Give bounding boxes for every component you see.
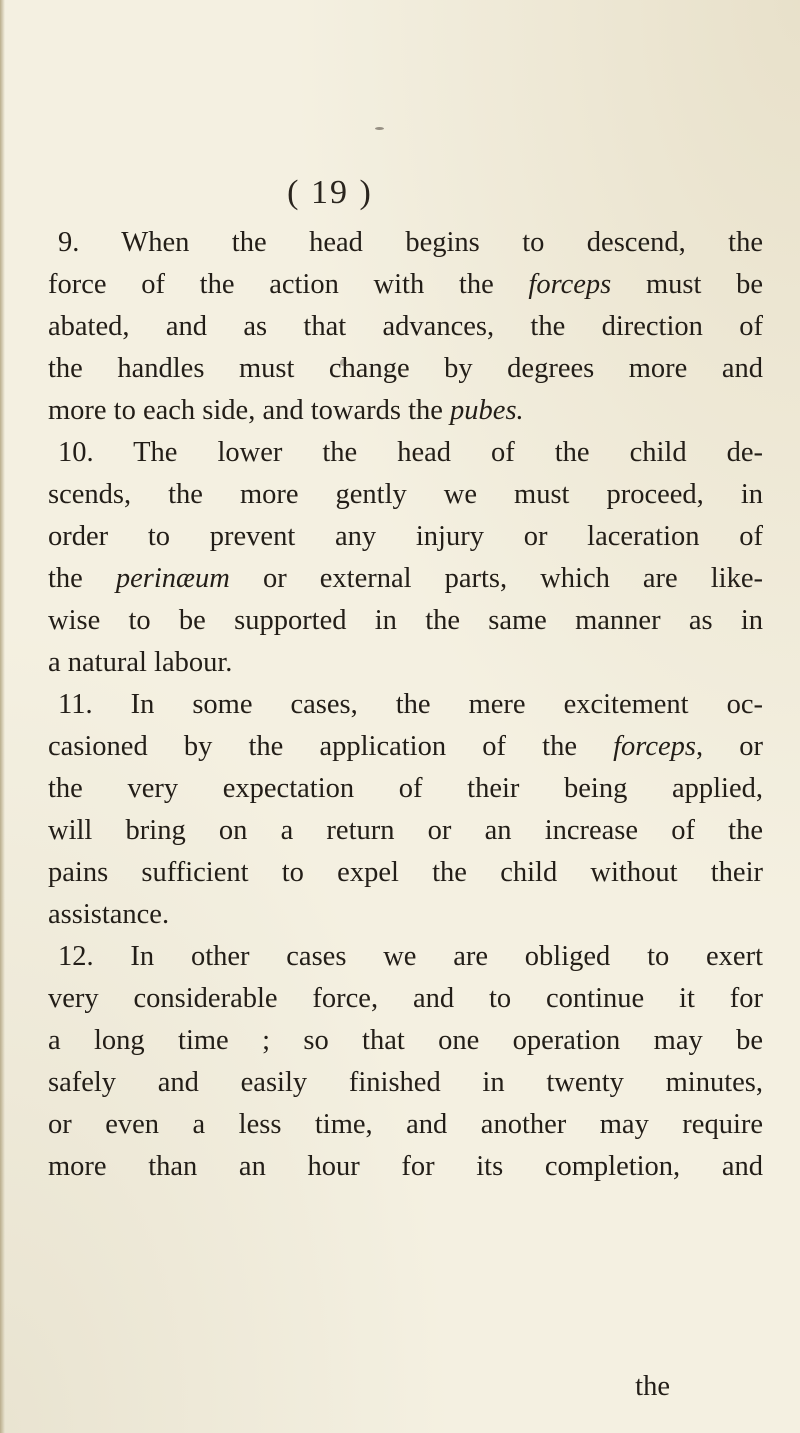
text-line [48, 1020, 763, 1062]
italic-term: forceps [528, 269, 612, 300]
page-edge-shadow [0, 0, 5, 1433]
text-run: 11. In some cases, the mere excitement oc- [58, 689, 763, 720]
text-run: more than an hour for its completion, and [48, 1151, 763, 1182]
italic-term: perinæum [115, 563, 230, 594]
text-run: a long time ; so that one operation may be [48, 1025, 763, 1056]
text-run: must be [611, 269, 763, 300]
ink-spot [375, 127, 384, 130]
text-run: 10. The lower the head of the child de- [58, 437, 763, 468]
text-run: 9. When the head begins to descend, the [58, 227, 763, 258]
text-line [48, 642, 232, 684]
text-run: assistance. [48, 899, 170, 930]
text-line [48, 810, 763, 852]
page-number: ( 19 ) [287, 174, 373, 211]
text-line [48, 894, 169, 936]
text-run: pains sufficient to expel the child without their [48, 857, 763, 888]
text-line [58, 684, 763, 726]
text-run: wise to be supported in the same manner as in [48, 605, 763, 636]
text-run: order to prevent any injury or laceration of [48, 521, 763, 552]
italic-term: pubes. [450, 395, 524, 426]
text-line [48, 474, 763, 516]
text-line [48, 1104, 763, 1146]
text-line [48, 264, 763, 306]
text-run: safely and easily finished in twenty minutes, [48, 1067, 763, 1098]
text-line [58, 936, 763, 978]
text-run: 12. In other cases we are obliged to exert [58, 941, 763, 972]
text-line [58, 222, 763, 264]
text-line [48, 1062, 763, 1104]
text-run: the handles must change by degrees more and [48, 353, 763, 384]
text-line [58, 432, 763, 474]
text-run: the very expectation of their being applied, [48, 773, 763, 804]
text-run: the [48, 563, 116, 594]
text-line [48, 558, 763, 600]
text-line [48, 726, 763, 768]
text-line [48, 516, 763, 558]
text-run: a natural labour. [48, 647, 233, 678]
text-line [48, 306, 763, 348]
text-run: or even a less time, and another may require [48, 1109, 763, 1140]
catchword: the [635, 1371, 670, 1402]
text-run: casioned by the application of the [48, 731, 614, 762]
text-run: , or [695, 731, 763, 762]
text-line [48, 852, 763, 894]
text-line [48, 1146, 763, 1188]
text-run: force of the action with the [48, 269, 529, 300]
text-line [48, 600, 763, 642]
text-run: or external parts, which are like- [229, 563, 763, 594]
italic-term: forceps [613, 731, 696, 762]
text-line [48, 390, 524, 432]
text-run: abated, and as that advances, the direction of [48, 311, 763, 342]
text-line [48, 978, 763, 1020]
text-run: scends, the more gently we must proceed, in [48, 479, 763, 510]
text-run: very considerable force, and to continue it for [48, 983, 763, 1014]
text-run: will bring on a return or an increase of the [48, 815, 763, 846]
text-line [48, 768, 763, 810]
text-line [48, 348, 763, 390]
text-run: more to each side, and towards the [48, 395, 451, 426]
